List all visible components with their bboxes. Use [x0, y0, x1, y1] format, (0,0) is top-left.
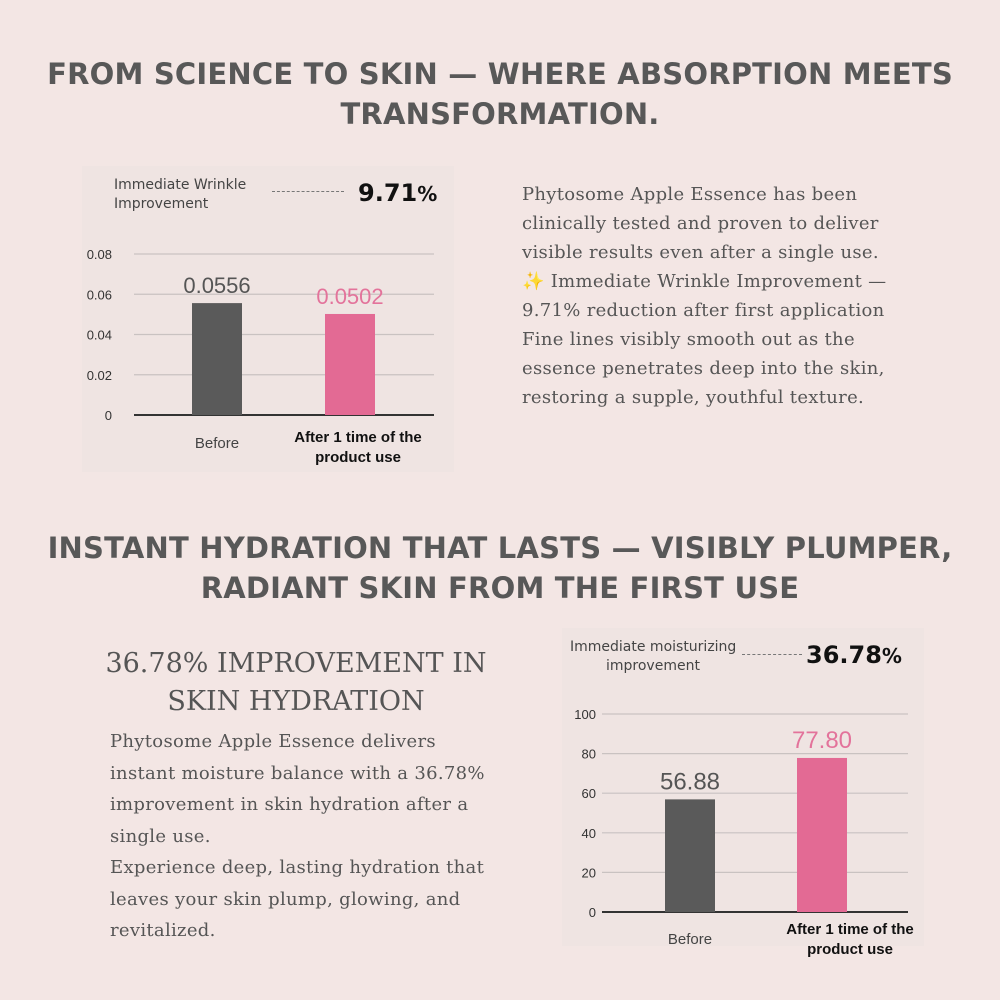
- hydration-after-category-label: After 1 time of the: [786, 921, 914, 938]
- wrinkle-chart-label-line2: Improvement: [114, 196, 209, 212]
- wrinkle-before-bar: [192, 303, 242, 415]
- wrinkle-before-category-label: Before: [194, 435, 240, 452]
- hydration-y-tick-label: 20: [581, 865, 596, 881]
- section1-paragraph-line: Fine lines visibly smooth out as the: [522, 329, 855, 350]
- hydration-subheading-line2: SKIN HYDRATION: [167, 686, 425, 717]
- hydration-y-tick-label: 40: [581, 825, 596, 841]
- wrinkle-y-tick-label: 0.06: [86, 287, 112, 303]
- hydration-y-tick-label: 80: [581, 746, 596, 762]
- wrinkle-after-category-label: After 1 time of the: [294, 429, 422, 446]
- wrinkle-chart-label-line1: Immediate Wrinkle: [114, 177, 247, 193]
- section2-paragraph-line: revitalized.: [110, 920, 216, 941]
- section1-paragraph-line: visible results even after a single use.: [522, 242, 879, 263]
- wrinkle-chart-panel: [82, 166, 454, 472]
- section1-paragraph: [522, 180, 962, 412]
- wrinkle-after-value-label: 0.0502: [316, 283, 384, 309]
- section2-paragraph-line: leaves your skin plump, glowing, and: [110, 888, 461, 910]
- wrinkle-bar-chart: [82, 166, 454, 472]
- hydration-subheading: [96, 645, 496, 721]
- section2-paragraph-line: Experience deep, lasting hydration that: [110, 857, 485, 878]
- wrinkle-y-tick-label: 0.02: [86, 367, 112, 383]
- section2-heading-line2: RADIANT SKIN FROM THE FIRST USE: [200, 571, 800, 605]
- section1-paragraph-line: clinically tested and proven to deliver: [522, 213, 879, 234]
- section2-heading-line1: INSTANT HYDRATION THAT LASTS — VISIBLY PLUMPER,: [47, 531, 953, 565]
- wrinkle-after-bar: [325, 314, 375, 415]
- wrinkle-after-category-label: product use: [315, 449, 401, 466]
- section2-paragraph-line: improvement in skin hydration after a: [110, 794, 469, 815]
- wrinkle-y-tick-label: 0.08: [86, 247, 112, 262]
- hydration-y-tick-label: 0: [588, 905, 596, 920]
- hydration-after-value-label: 77.80: [791, 726, 853, 754]
- wrinkle-headline-unit: %: [417, 182, 438, 206]
- wrinkle-y-tick-label: 0.04: [86, 327, 112, 343]
- section2-paragraph: [110, 726, 522, 947]
- section1-heading: [0, 54, 1000, 134]
- hydration-before-bar: [665, 799, 715, 912]
- section1-heading-line2: TRANSFORMATION.: [340, 97, 660, 131]
- hydration-y-tick-label: 60: [581, 786, 596, 802]
- wrinkle-before-value-label: 0.0556: [183, 273, 251, 299]
- hydration-y-tick-label: 100: [574, 707, 596, 722]
- section2-paragraph-line: Phytosome Apple Essence delivers: [110, 731, 436, 752]
- section2-paragraph-line: single use.: [110, 825, 211, 847]
- hydration-before-category-label: Before: [667, 931, 713, 948]
- hydration-after-bar: [797, 758, 847, 912]
- hydration-headline-unit: %: [881, 644, 902, 668]
- hydration-subheading-line1: 36.78% IMPROVEMENT IN: [105, 648, 487, 679]
- section1-paragraph-line: Phytosome Apple Essence has been: [522, 184, 858, 205]
- wrinkle-headline-number: 9.71: [358, 179, 418, 207]
- hydration-headline-number: 36.78: [806, 641, 882, 669]
- section1-paragraph-line: essence penetrates deep into the skin,: [522, 358, 885, 379]
- section1-paragraph-line: restoring a supple, youthful texture.: [522, 387, 865, 408]
- wrinkle-y-tick-label: 0: [104, 408, 112, 423]
- hydration-bar-chart: [562, 628, 924, 958]
- hydration-chart-label-line2: improvement: [606, 658, 700, 674]
- hydration-chart-panel: [562, 628, 924, 958]
- section1-paragraph-line: 9.71% reduction after first application: [522, 300, 885, 321]
- section1-paragraph-line: ✨ Immediate Wrinkle Improvement —: [522, 271, 887, 292]
- hydration-after-category-label: product use: [807, 941, 893, 958]
- hydration-before-value-label: 56.88: [659, 768, 721, 796]
- section2-paragraph-line: instant moisture balance with a 36.78%: [110, 762, 485, 784]
- section1-heading-line1: FROM SCIENCE TO SKIN — WHERE ABSORPTION MEETS: [47, 57, 953, 91]
- section2-heading: [0, 528, 1000, 608]
- hydration-chart-label-line1: Immediate moisturizing: [570, 639, 737, 655]
